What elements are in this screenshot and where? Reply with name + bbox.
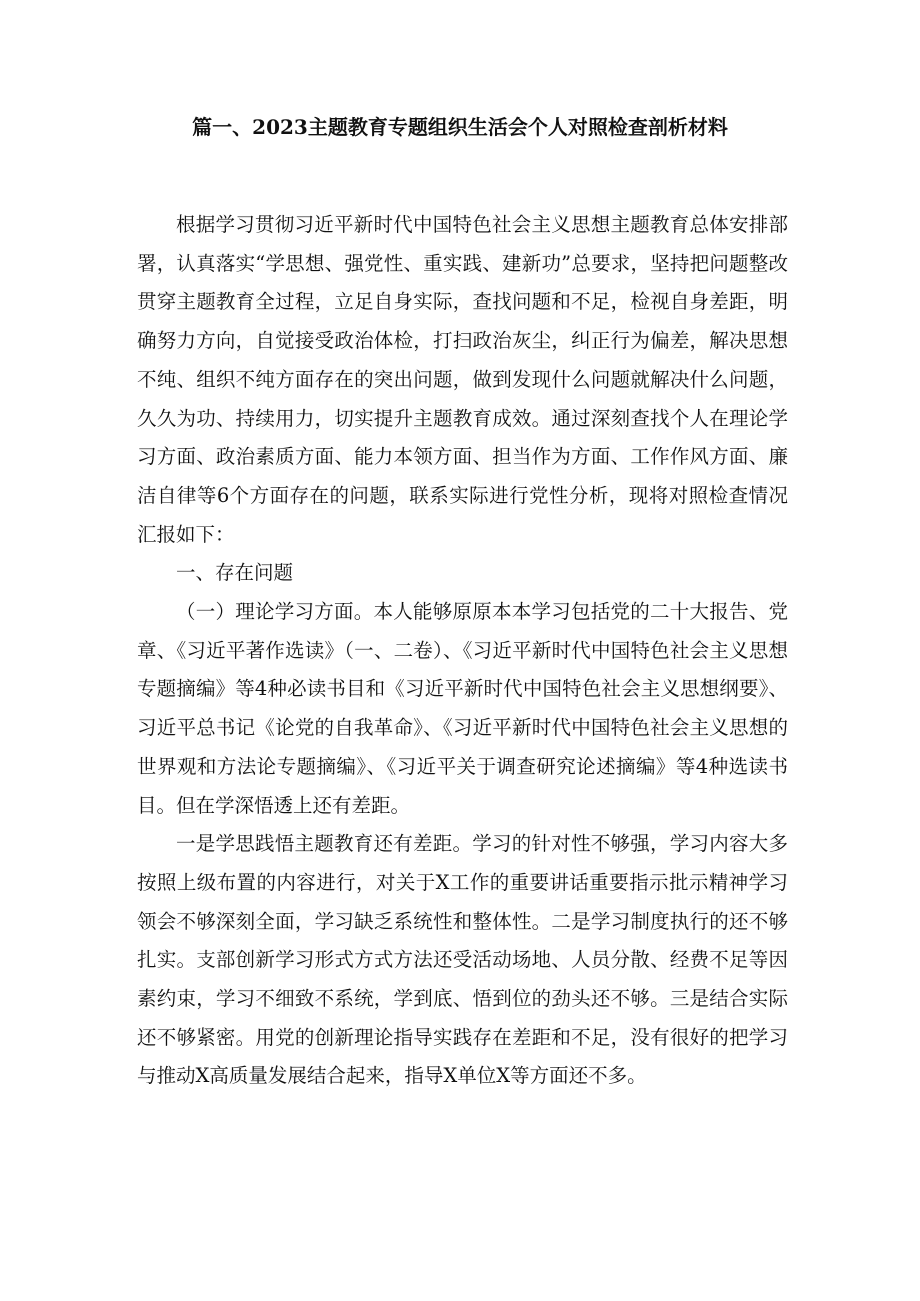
document-title: 篇一、2023主题教育专题组织生活会个人对照检查剖析材料 (192, 115, 728, 139)
section-paragraph-theory: （一）理论学习方面。本人能够原原本本学习包括党的二十大报告、党章、《习近平著作选读》（一、二卷）、《习近平新时代中国特色社会主义思想专题摘编》等4种必读书目和《习近平新时代中国特色社会主义思想纲要》、习近平总书记《论党的自我革命》、《习近平新时代中国特色社会主义思想的世界观和方法论专题摘编》、《习近平关于调查研究论述摘编》等4种选读书目。但在学深悟透上还有差距。 (137, 600, 788, 817)
document-body (137, 206, 788, 1096)
section-paragraph-problems: 一是学思践悟主题教育还有差距。学习的针对性不够强，学习内容大多按照上级布置的内容进行，对关于X工作的重要讲话重要指示批示精神学习领会不够深刻全面，学习缺乏系统性和整体性。二是学习制度执行的还不够扎实。支部创新学习形式方式方法还受活动场地、人员分散、经费不足等因素约束，学习不细致不系统，学到底、悟到位的劲头还不够。三是结合实际还不够紧密。用党的创新理论指导实践存在差距和不足，没有很好的把学习与推动X高质量发展结合起来，指导X单位X等方面还不多。 (137, 832, 788, 1088)
section-heading: 一、存在问题 (176, 561, 294, 585)
intro-paragraph: 根据学习贯彻习近平新时代中国特色社会主义思想主题教育总体安排部署，认真落实“学思想、强党性、重实践、建新功”总要求，坚持把问题整改贯穿主题教育全过程，立足自身实际，查找问题和不足，检视自身差距，明确努力方向，自觉接受政治体检，打扫政治灰尘，纠正行为偏差，解决思想不纯、组织不纯方面存在的突出问题，做到发现什么问题就解决什么问题，久久为功、持续用力，切实提升主题教育成效。通过深刻查找个人在理论学习方面、政治素质方面、能力本领方面、担当作为方面、工作作风方面、廉洁自律等6个方面存在的问题，联系实际进行党性分析，现将对照检查情况汇报如下： (137, 213, 788, 546)
